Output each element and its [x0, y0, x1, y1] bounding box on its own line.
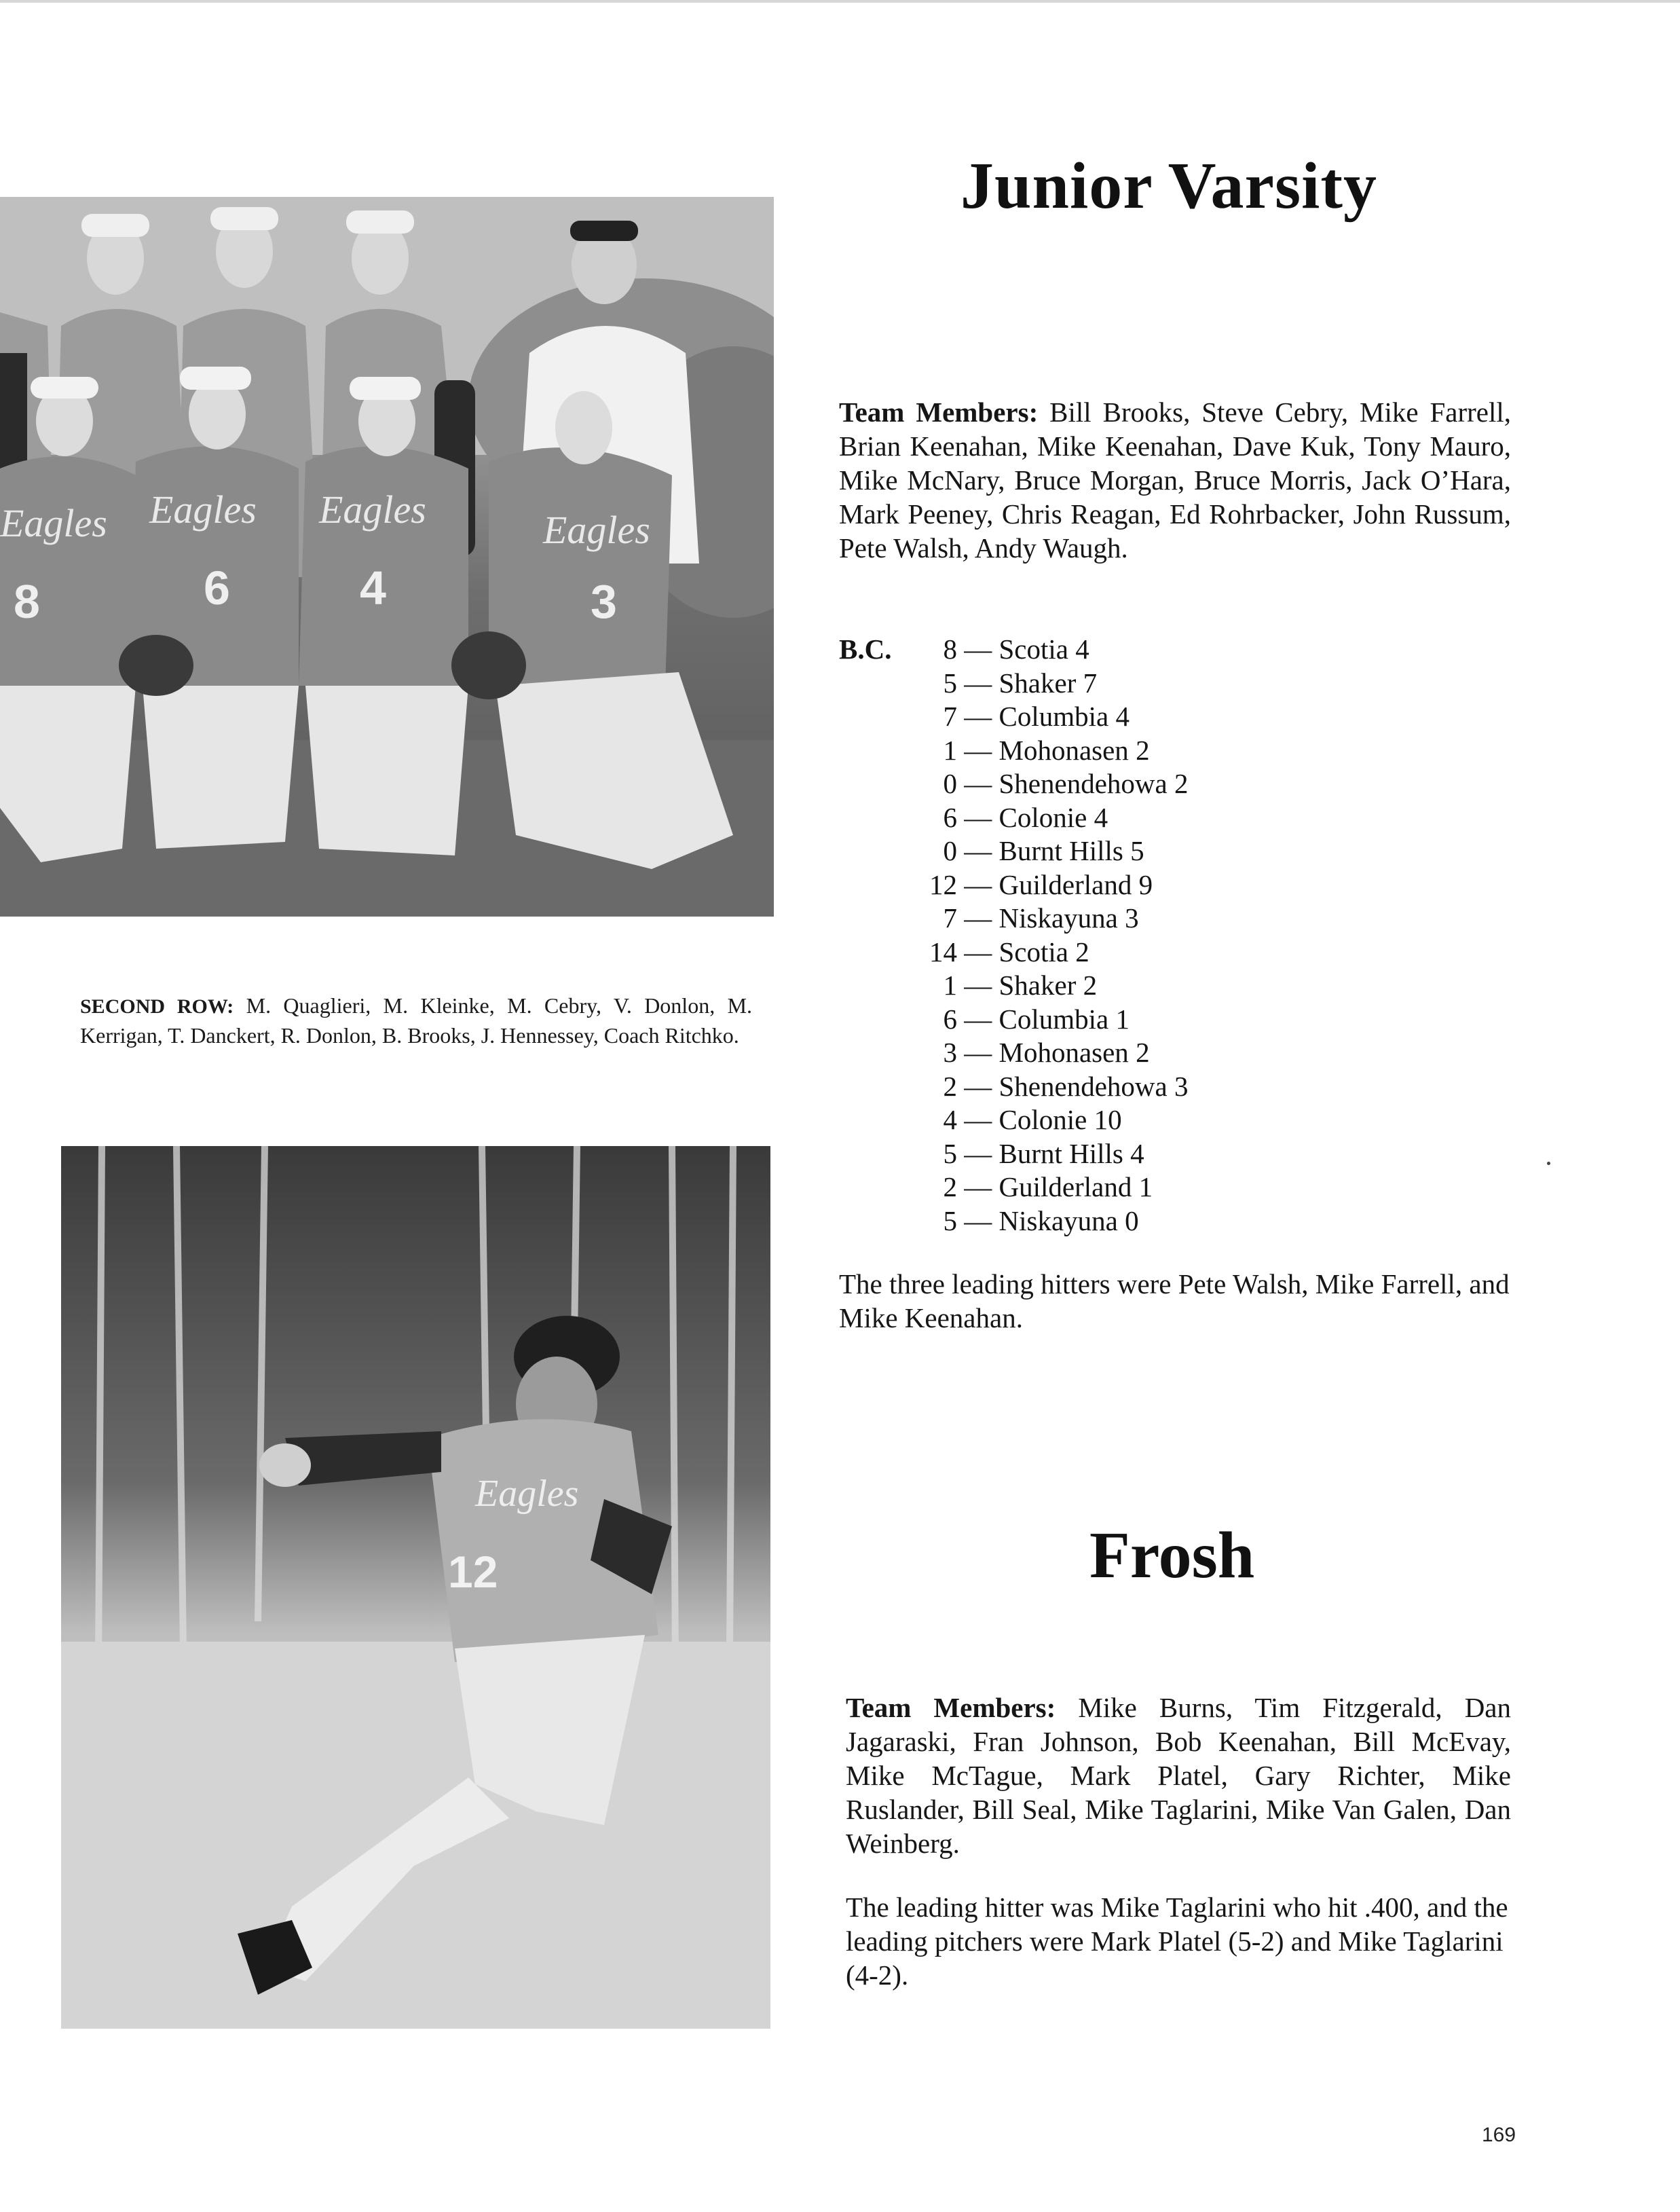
opponent-name: Niskayuna — [998, 1204, 1118, 1236]
frosh-team-members — [846, 1691, 1511, 1860]
score-dash: — — [957, 868, 999, 900]
score-dash: — — [957, 1070, 999, 1102]
svg-text:Eagles: Eagles — [319, 487, 426, 532]
score-dash: — — [957, 936, 999, 967]
score-row — [916, 667, 1188, 701]
score-row — [916, 1103, 1188, 1137]
svg-text:Eagles: Eagles — [0, 501, 107, 545]
score-dash: — — [957, 835, 999, 866]
score-row — [916, 1204, 1188, 1238]
score-dash: — — [957, 633, 999, 665]
opponent-score: 1 — [1138, 1171, 1153, 1202]
score-row — [916, 801, 1188, 835]
frosh-team-members-text: Mike Burns, Tim Fitzgerald, Dan Jagaraski, Fran Johnson, Bob Keenahan, Bill McEvay, Mike McTague, Mark Platel, Gary Richter, Mike Ruslander, Bill Seal, Mike Taglarini, Mike Van Galen, Dan Weinberg. — [846, 1692, 1511, 1859]
action-jersey-number: 12 — [448, 1547, 498, 1597]
bc-score: 5 — [943, 1137, 957, 1169]
bc-score: 7 — [943, 701, 957, 732]
jv-leading-hitters: The three leading hitters were Pete Walsh, Mike Farrell, and Mike Keenahan. — [839, 1268, 1510, 1333]
jv-team-members-text: Bill Brooks, Steve Cebry, Mike Farrell, Brian Keenahan, Mike Keenahan, Dave Kuk, Tony Mauro, Mike McNary, Bruce Morgan, Bruce Morris, Jack O’Hara, Mark Peeney, Chris Reagan, Ed Rohrbacker, John Russum, Pete Walsh, Andy Waugh. — [839, 397, 1512, 564]
jv-team-members-label: Team Members: — [839, 397, 1039, 428]
score-dash: — — [957, 1171, 999, 1202]
print-speck — [1547, 1162, 1550, 1165]
bc-score: 6 — [943, 1003, 957, 1035]
opponent-score: 4 — [1075, 633, 1089, 665]
bc-score: 5 — [943, 667, 957, 699]
team-photo-illustration — [0, 197, 774, 917]
score-dash: — — [957, 1204, 999, 1236]
opponent-name: Mohonasen — [998, 1037, 1129, 1068]
score-dash: — — [957, 768, 999, 799]
junior-varsity-title: Junior Varsity — [960, 149, 1377, 223]
opponent-score: 2 — [1136, 734, 1150, 766]
opponent-name: Scotia — [998, 936, 1068, 967]
bc-score: 8 — [943, 633, 957, 665]
opponent-name: Shaker — [998, 970, 1077, 1001]
opponent-name: Burnt Hills — [998, 1137, 1123, 1169]
bc-score: 1 — [943, 734, 957, 766]
frosh-title: Frosh — [1089, 1519, 1255, 1592]
opponent-score: 3 — [1174, 1070, 1189, 1102]
opponent-name: Niskayuna — [998, 902, 1118, 934]
jv-team-members — [839, 395, 1511, 565]
bc-score: 3 — [943, 1037, 957, 1068]
score-row — [916, 1036, 1188, 1070]
score-rows — [916, 633, 1188, 1238]
bc-score: 14 — [929, 936, 957, 967]
opponent-score: 7 — [1083, 667, 1098, 699]
opponent-score: 5 — [1130, 835, 1144, 866]
page-top-rule — [0, 0, 1680, 3]
team-photo-caption — [80, 991, 752, 1050]
team-photo — [0, 197, 774, 917]
caption-text: M. Quaglieri, M. Kleinke, M. Cebry, V. Donlon, M. Kerrigan, T. Danckert, R. Donlon, B. Brooks, J. Hennessey, Coach Ritchko. — [80, 993, 753, 1048]
opponent-name: Guilderland — [998, 1171, 1132, 1202]
svg-text:Eagles: Eagles — [475, 1473, 579, 1515]
frosh-team-members-label: Team Members: — [846, 1692, 1056, 1723]
bc-label: B.C. — [839, 633, 892, 665]
jersey-number-4: 4 — [360, 561, 386, 614]
bc-score: 0 — [943, 768, 957, 799]
score-row — [916, 1003, 1188, 1037]
bc-score: 12 — [929, 868, 957, 900]
score-dash: — — [957, 1037, 999, 1068]
jersey-number-6: 6 — [204, 561, 230, 614]
opponent-name: Colonie — [998, 801, 1087, 833]
opponent-score: 2 — [1083, 970, 1098, 1001]
opponent-name: Shenendehowa — [998, 768, 1168, 799]
score-row — [916, 767, 1188, 801]
bc-score: 0 — [943, 835, 957, 866]
bc-score: 2 — [943, 1070, 957, 1102]
opponent-name: Shaker — [998, 667, 1077, 699]
score-dash: — — [957, 667, 999, 699]
score-row — [916, 734, 1188, 768]
opponent-score: 2 — [1136, 1037, 1150, 1068]
svg-text:Eagles: Eagles — [149, 487, 257, 532]
opponent-score: 2 — [1174, 768, 1189, 799]
frosh-leaders: The leading hitter was Mike Taglarini who hit .400, and the leading pitchers were Mark Platel (5-2) and Mike Taglarini (4-2). — [846, 1892, 1508, 1991]
page-number: 169 — [1482, 2124, 1516, 2146]
score-row — [916, 902, 1188, 936]
score-row — [916, 834, 1188, 868]
score-row — [916, 1137, 1188, 1171]
bc-score: 5 — [943, 1204, 957, 1236]
opponent-score: 3 — [1125, 902, 1139, 934]
opponent-name: Colonie — [998, 1104, 1087, 1135]
score-row — [916, 633, 1188, 667]
score-dash: — — [957, 970, 999, 1001]
bc-score: 4 — [943, 1104, 957, 1135]
opponent-score: 10 — [1094, 1104, 1122, 1135]
opponent-name: Shenendehowa — [998, 1070, 1168, 1102]
score-row — [916, 936, 1188, 970]
caption-label: SECOND ROW: — [80, 995, 234, 1018]
score-dash: — — [957, 734, 999, 766]
score-row — [916, 1070, 1188, 1104]
score-dash: — — [957, 1003, 999, 1035]
score-dash: — — [957, 801, 999, 833]
opponent-score: 4 — [1130, 1137, 1144, 1169]
opponent-name: Guilderland — [998, 868, 1132, 900]
opponent-name: Mohonasen — [998, 734, 1129, 766]
score-dash: — — [957, 902, 999, 934]
opponent-score: 4 — [1115, 701, 1130, 732]
opponent-score: 0 — [1125, 1204, 1139, 1236]
action-photo-illustration — [61, 1146, 770, 2029]
action-photo — [61, 1146, 770, 2029]
opponent-score: 9 — [1138, 868, 1153, 900]
bc-score: 6 — [943, 801, 957, 833]
bc-score: 1 — [943, 970, 957, 1001]
score-row — [916, 700, 1188, 734]
score-dash: — — [957, 1104, 999, 1135]
jersey-number-8: 8 — [14, 575, 40, 628]
score-dash: — — [957, 1137, 999, 1169]
opponent-name: Scotia — [998, 633, 1068, 665]
opponent-name: Columbia — [998, 701, 1109, 732]
opponent-score: 1 — [1115, 1003, 1130, 1035]
score-dash: — — [957, 701, 999, 732]
bc-score: 2 — [943, 1171, 957, 1202]
opponent-name: Burnt Hills — [998, 835, 1123, 866]
opponent-name: Columbia — [998, 1003, 1109, 1035]
score-row — [916, 969, 1188, 1003]
svg-text:Eagles: Eagles — [543, 508, 650, 552]
score-row — [916, 1170, 1188, 1204]
bc-score: 7 — [943, 902, 957, 934]
opponent-score: 4 — [1094, 801, 1108, 833]
score-row — [916, 868, 1188, 902]
opponent-score: 2 — [1075, 936, 1089, 967]
jersey-number-3: 3 — [591, 575, 617, 628]
